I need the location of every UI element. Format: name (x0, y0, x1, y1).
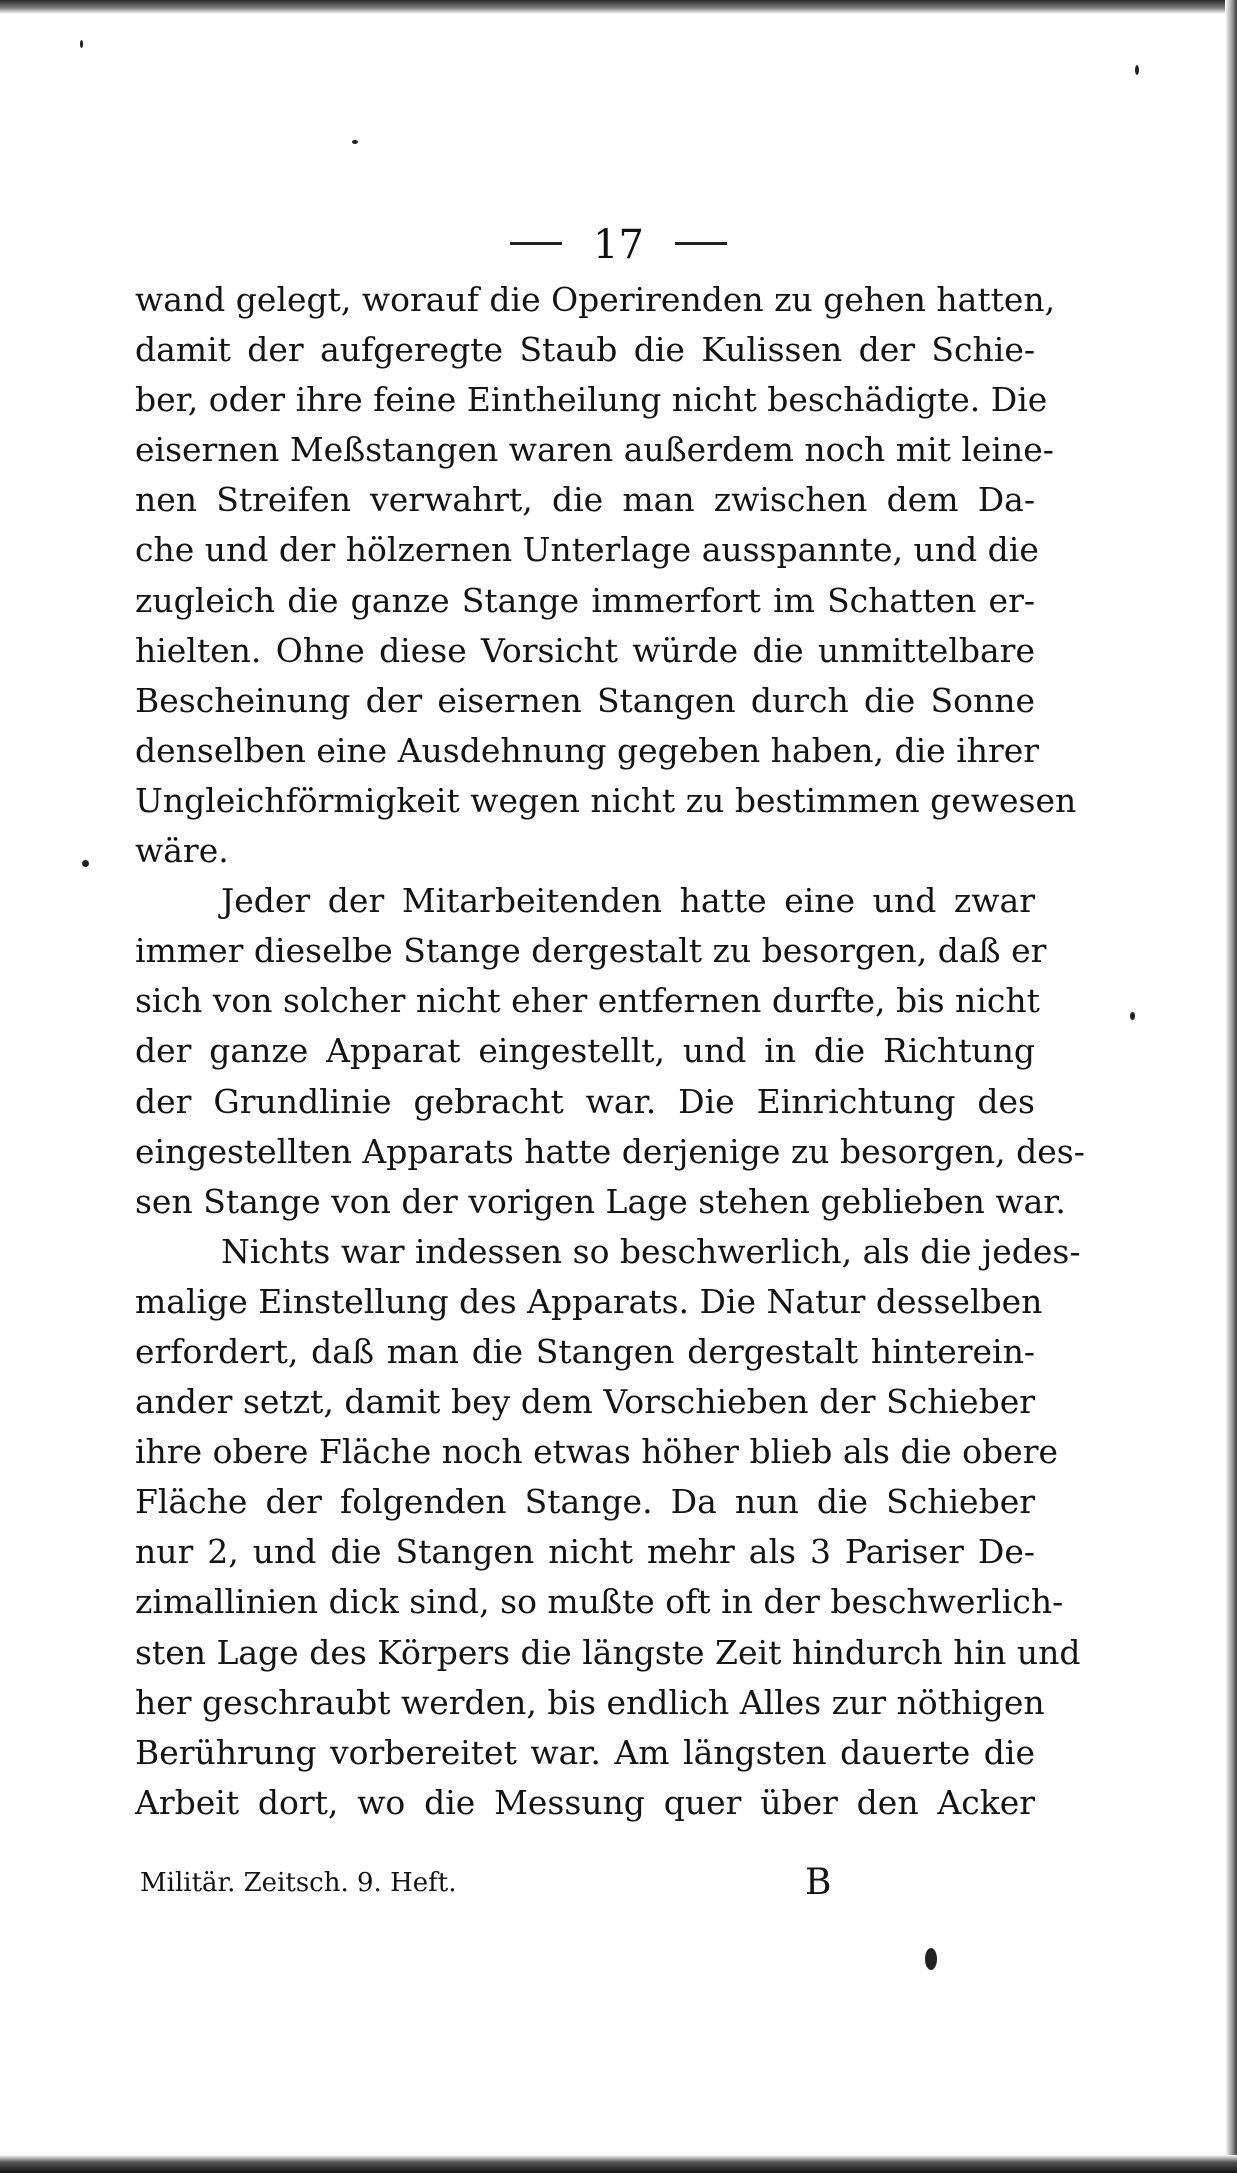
dust-speck (80, 40, 83, 48)
text-line: nur 2, und die Stangen nicht mehr als 3 Pariser De- (135, 1532, 1035, 1572)
dust-speck (925, 1948, 937, 1970)
journal-reference: Militär. Zeitsch. 9. Heft. (140, 1868, 457, 1898)
signature-mark: B (805, 1862, 832, 1903)
text-line: immer dieselbe Stange dergestalt zu besorgen, daß er (135, 931, 1047, 971)
dust-speck (82, 860, 89, 867)
text-line: Berührung vorbereitet war. Am längsten dauerte die (135, 1732, 1035, 1772)
text-line: sich von solcher nicht eher entfernen durfte, bis nicht (135, 981, 1040, 1021)
text-line: ber, oder ihre feine Eintheilung nicht beschädigte. Die (135, 380, 1048, 420)
text-line: Fläche der folgenden Stange. Da nun die Schieber (135, 1482, 1035, 1522)
text-line: eisernen Meßstangen waren außerdem noch mit leine- (135, 430, 1054, 470)
text-line: Jeder der Mitarbeitenden hatte eine und zwar (221, 881, 1035, 921)
text-line: wäre. (135, 831, 229, 871)
text-line: Nichts war indessen so beschwerlich, als die jedes- (221, 1231, 1081, 1271)
text-line: Arbeit dort, wo die Messung quer über den Acker (135, 1782, 1035, 1822)
page-header (0, 222, 1237, 268)
text-line: sen Stange von der vorigen Lage stehen geblieben war. (135, 1181, 1066, 1221)
header-ornament-left (510, 242, 562, 251)
text-line: hielten. Ohne diese Vorsicht würde die unmittelbare (135, 630, 1035, 670)
header-ornament-right (675, 242, 727, 251)
text-line: Bescheinung der eisernen Stangen durch die Sonne (135, 680, 1035, 720)
text-line: malige Einstellung des Apparats. Die Natur desselben (135, 1281, 1043, 1321)
scan-right-edge (1225, 0, 1237, 2173)
text-line: der ganze Apparat eingestellt, und in die Richtung (135, 1031, 1035, 1071)
text-line: eingestellten Apparats hatte derjenige zu besorgen, des- (135, 1131, 1085, 1171)
dust-speck (352, 140, 358, 144)
text-line: ander setzt, damit bey dem Vorschieben der Schieber (135, 1382, 1035, 1422)
body-text (135, 275, 1085, 1828)
text-line: zimallinien dick sind, so mußte oft in der beschwerlich- (135, 1582, 1064, 1622)
text-line: damit der aufgeregte Staub die Kulissen der Schie- (135, 330, 1035, 370)
scan-top-edge (0, 0, 1237, 14)
text-line: che und der hölzernen Unterlage ausspannte, und die (135, 530, 1039, 570)
page-footer (140, 1862, 1040, 1903)
text-line: erfordert, daß man die Stangen dergestalt hinterein- (135, 1331, 1035, 1371)
text-line: Ungleichförmigkeit wegen nicht zu bestimmen gewesen (135, 780, 1077, 820)
page-number: 17 (593, 222, 644, 268)
dust-speck (1130, 1012, 1135, 1020)
text-line: denselben eine Ausdehnung gegeben haben, die ihrer (135, 730, 1040, 770)
text-line: der Grundlinie gebracht war. Die Einrichtung des (135, 1081, 1035, 1121)
scan-bottom-edge (0, 2155, 1237, 2173)
text-line: her geschraubt werden, bis endlich Alles zur nöthigen (135, 1682, 1045, 1722)
text-line: sten Lage des Körpers die längste Zeit hindurch hin und (135, 1632, 1081, 1672)
text-line: nen Streifen verwahrt, die man zwischen dem Da- (135, 480, 1035, 520)
text-line: zugleich die ganze Stange immerfort im Schatten er- (135, 580, 1035, 620)
text-line: ihre obere Fläche noch etwas höher blieb als die obere (135, 1432, 1059, 1472)
text-line: wand gelegt, worauf die Operirenden zu gehen hatten, (135, 280, 1056, 319)
dust-speck (1135, 65, 1139, 75)
